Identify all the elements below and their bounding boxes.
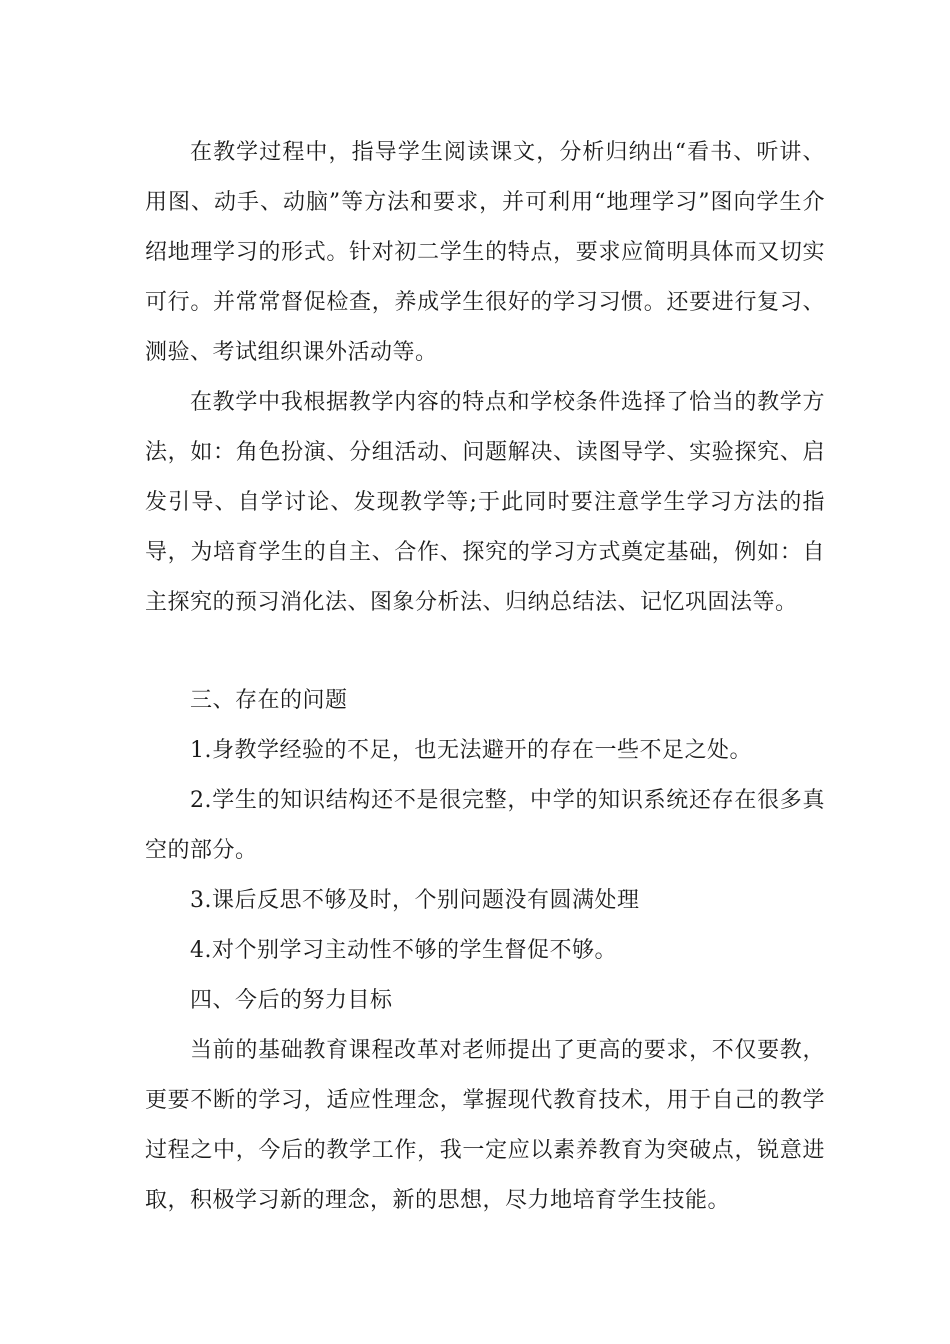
problem-item-1: 1.身教学经验的不足，也无法避开的存在一些不足之处。 <box>190 738 752 763</box>
problem-item-4: 4.对个别学习主动性不够的学生督促不够。 <box>190 938 617 963</box>
section-heading-goals: 四、今后的努力目标 <box>190 988 393 1013</box>
section-heading-problems: 三、存在的问题 <box>190 688 348 713</box>
paragraph-teaching-methods: 在教学中我根据教学内容的特点和学校条件选择了恰当的教学方法，如：角色扮演、分组活动、问题解决、读图导学、实验探究、启发引导、自学讨论、发现教学等;于此同时要注意学生学习方法的指导，为培育学生的自主、合作、探究的学习方式奠定基础，例如：自主探究的预习消化法、图象分析法、归纳总结法、记忆巩固法等。 <box>145 390 825 615</box>
section-spacer <box>145 628 825 676</box>
problem-item-3: 3.课后反思不够及时，个别问题没有圆满处理 <box>190 888 640 913</box>
paragraph-teaching-process: 在教学过程中，指导学生阅读课文，分析归纳出“看书、听讲、用图、动手、动脑”等方法和要求，并可利用“地理学习”图向学生介绍地理学习的形式。针对初二学生的特点，要求应简明具体而又切实可行。并常常督促检查，养成学生很好的学习习惯。还要进行复习、测验、考试组织课外活动等。 <box>145 140 825 365</box>
problem-item-2: 2.学生的知识结构还不是很完整，中学的知识系统还存在很多真空的部分。 <box>145 788 825 863</box>
document-page <box>145 128 825 1226</box>
paragraph-future-goals: 当前的基础教育课程改革对老师提出了更高的要求，不仅要教，更要不断的学习，适应性理念，掌握现代教育技术，用于自己的教学过程之中，今后的教学工作，我一定应以素养教育为突破点，锐意进取，积极学习新的理念，新的思想，尽力地培育学生技能。 <box>145 1038 825 1213</box>
